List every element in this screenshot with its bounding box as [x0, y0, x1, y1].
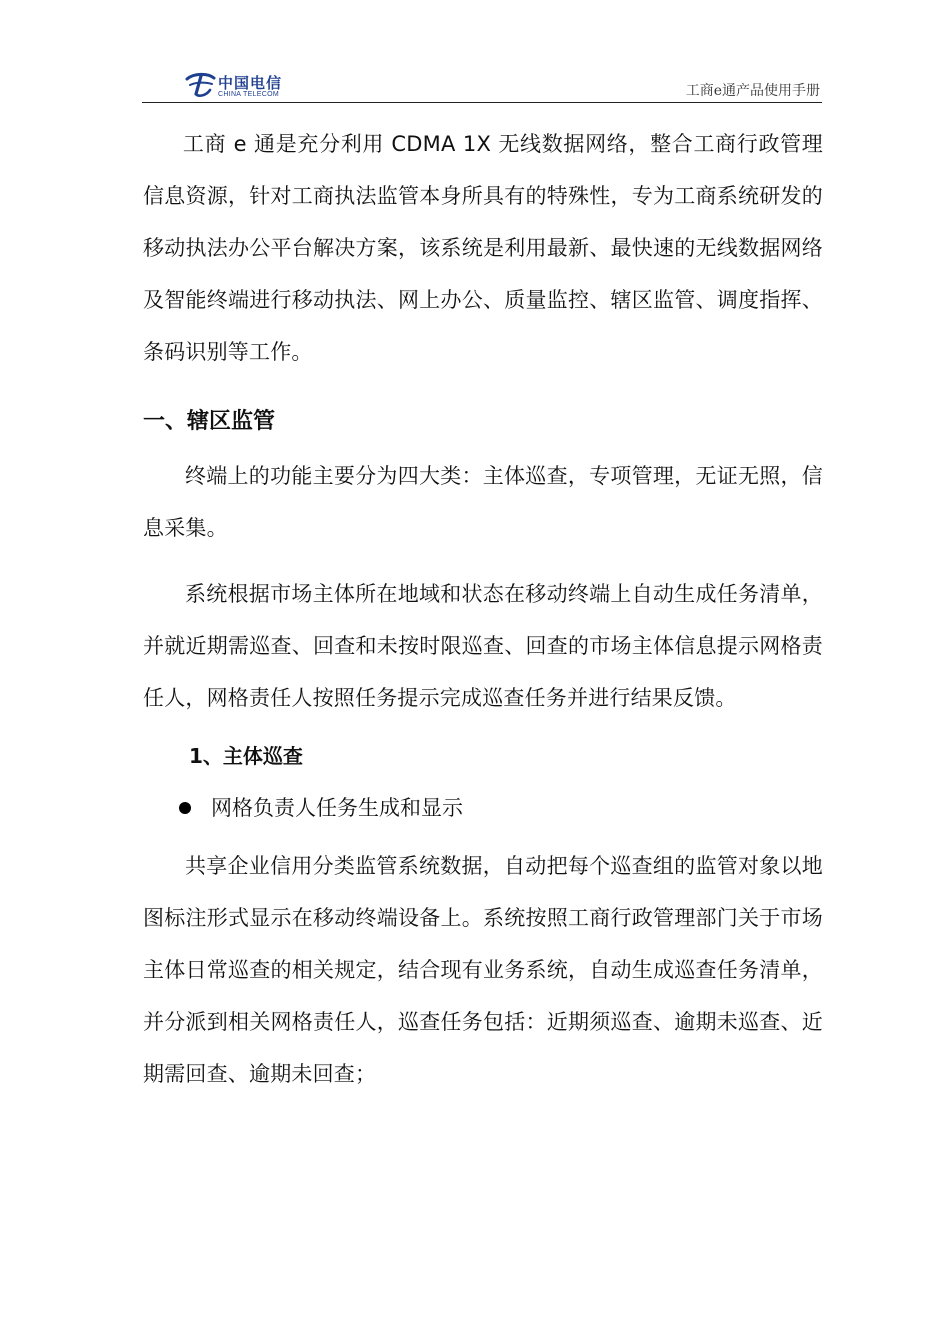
section-paragraph-task-list: 系统根据市场主体所在地域和状态在移动终端上自动生成任务清单，并就近期需巡查、回查和未按时限巡查、回查的市场主体信息提示网格责任人，网格责任人按照任务提示完成巡查任务并进行结果反馈。	[143, 582, 823, 710]
header-divider	[142, 102, 822, 103]
china-telecom-logo-icon	[184, 70, 216, 98]
spacer	[143, 378, 823, 392]
section-paragraph-functions: 终端上的功能主要分为四大类：主体巡查，专项管理，无证无照，信息采集。	[143, 464, 823, 540]
subsection-paragraph: 共享企业信用分类监管系统数据，自动把每个巡查组的监管对象以地图标注形式显示在移动终端设备上。系统按照工商行政管理部门关于市场主体日常巡查的相关规定，结合现有业务系统，自动生成巡查任务清单，并分派到相关网格责任人，巡查任务包括：近期须巡查、逾期未巡查、近期需回查、逾期未回查；	[143, 854, 823, 1086]
china-telecom-logo	[184, 68, 304, 100]
bullet-text: 网格负责人任务生成和显示	[211, 796, 463, 820]
bullet-dot-icon	[179, 802, 191, 814]
logo-english-text: CHINA TELECOM	[218, 91, 279, 98]
bullet-item	[143, 784, 823, 832]
intro-paragraph: 工商 e 通是充分利用 CDMA 1X 无线数据网络，整合工商行政管理信息资源，针对工商执法监管本身所具有的特殊性，专为工商系统研发的移动执法办公平台解决方案，该系统是利用最新、最快速的无线数据网络及智能终端进行移动执法、网上办公、质量监控、辖区监管、调度指挥、条码识别等工作。	[143, 132, 823, 364]
document-body	[143, 118, 823, 1100]
logo-chinese-text: 中国电信	[218, 74, 283, 92]
subsection-heading: 1、主体巡查	[189, 744, 303, 768]
section-heading: 一、辖区监管	[143, 409, 276, 434]
page-header	[142, 60, 822, 104]
spacer	[143, 554, 823, 568]
document-title: 工商e通产品使用手册	[685, 83, 820, 99]
